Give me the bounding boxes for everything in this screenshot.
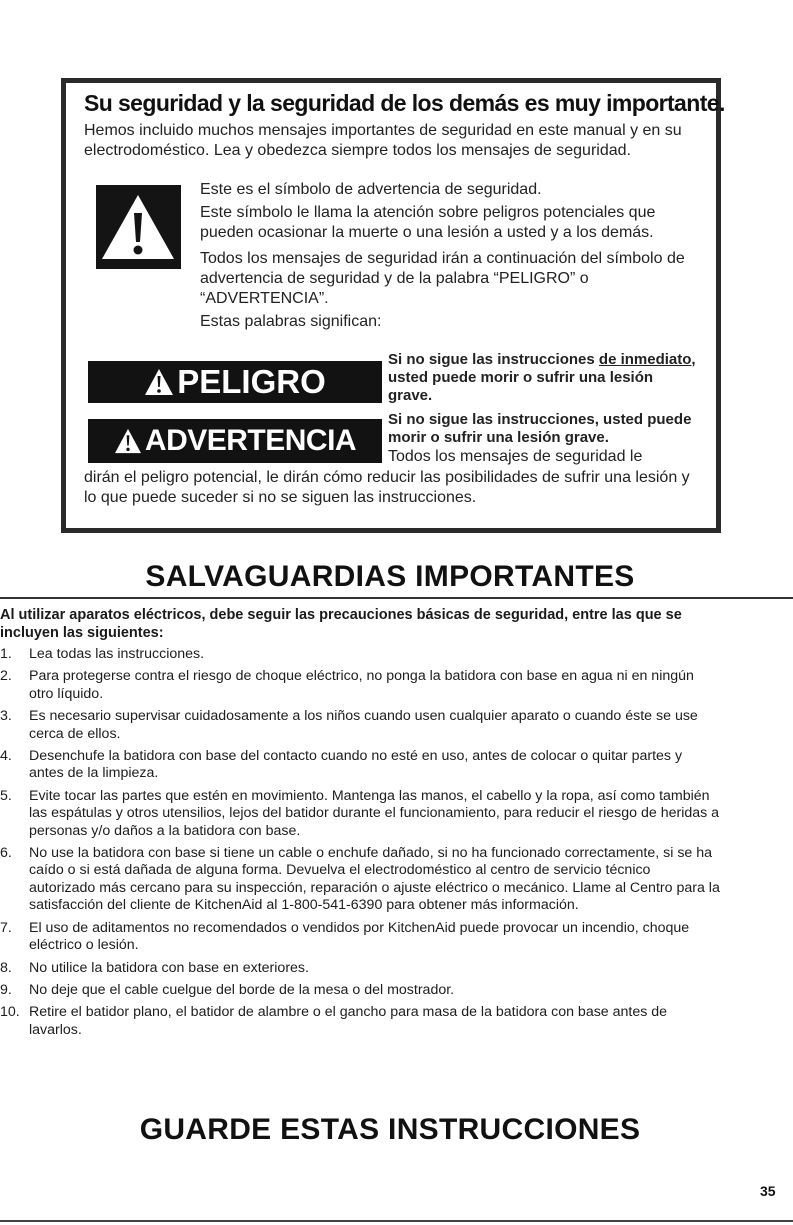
advertencia-description: Si no sigue las instrucciones, usted puede morir o sufrir una lesión grave. bbox=[388, 411, 692, 446]
item-text: Es necesario supervisar cuidadosamente a los niños cuando usen cualquier aparato o cuando éste se use cerca de ellos. bbox=[29, 708, 698, 742]
item-text: Desenchufe la batidora con base del contacto cuando no esté en uso, antes de colocar o quitar partes y antes de la limpieza. bbox=[29, 748, 683, 782]
item-text: No deje que el cable cuelgue del borde de la mesa o del mostrador. bbox=[29, 981, 455, 998]
list-item bbox=[0, 748, 720, 783]
item-text: No utilice la batidora con base en exteriores. bbox=[29, 959, 309, 976]
list-item bbox=[0, 646, 720, 663]
item-number: 9. bbox=[0, 981, 12, 998]
item-number: 3. bbox=[0, 708, 12, 725]
item-number: 4. bbox=[0, 748, 12, 765]
list-item bbox=[0, 845, 720, 915]
peligro-label: PELIGRO bbox=[177, 363, 326, 400]
warning-triangle-icon bbox=[144, 368, 174, 396]
closing-text-line-2: dirán el peligro potencial, le dirán cómo reducir las posibilidades de sufrir una lesión y lo que puede suceder si no se siguen las instrucciones. bbox=[84, 469, 690, 506]
bottom-divider bbox=[0, 1220, 793, 1222]
safeguards-list bbox=[0, 646, 720, 1044]
item-text: Retire el batidor plano, el batidor de alambre o el gancho para masa de la batidora con base antes de lavarlos. bbox=[29, 1004, 668, 1038]
list-item bbox=[0, 920, 720, 955]
list-item bbox=[0, 788, 720, 840]
peligro-text-after: , usted puede morir o sufrir una lesión grave. bbox=[388, 351, 696, 404]
list-item bbox=[0, 708, 720, 743]
item-text: Lea todas las instrucciones. bbox=[29, 646, 205, 662]
symbol-line-3: Todos los mensajes de seguridad irán a continuación del símbolo de advertencia de seguridad y de la palabra “PELIGRO” o “ADVERTENCIA”. bbox=[200, 250, 685, 307]
peligro-text-underlined: de inmediato bbox=[598, 351, 692, 368]
list-item bbox=[0, 982, 720, 999]
warning-triangle-icon bbox=[114, 428, 142, 454]
safety-heading: Su seguridad y la seguridad de los demás es muy importante. bbox=[84, 90, 725, 116]
safety-message-box bbox=[61, 78, 725, 533]
safeguards-lead: Al utilizar aparatos eléctricos, debe seguir las precauciones básicas de seguridad, entre las que se incluyen las siguientes: bbox=[0, 607, 682, 641]
page-number: 35 bbox=[760, 1183, 776, 1199]
closing-text-line-1: Todos los mensajes de seguridad le bbox=[388, 448, 643, 465]
item-text: Evite tocar las partes que estén en movimiento. Mantenga las manos, el cabello y la ropa, así como también las espátulas y otros utensilios, lejos del batidor durante el funcionamiento, para reducir el riesgo de heridas a personas y/o daños a la batidora con base. bbox=[29, 787, 720, 839]
symbol-line-4: Estas palabras significan: bbox=[200, 313, 382, 330]
symbol-line-1: Este es el símbolo de advertencia de seguridad. bbox=[200, 181, 542, 198]
peligro-description bbox=[388, 351, 698, 405]
list-item bbox=[0, 668, 720, 703]
safety-intro: Hemos incluido muchos mensajes importantes de seguridad en este manual y en su electrodoméstico. Lea y obedezca siempre todos los mensajes de seguridad. bbox=[84, 122, 682, 159]
symbol-line-2: Este símbolo le llama la atención sobre peligros potenciales que pueden ocasionar la muerte o una lesión a usted y a los demás. bbox=[200, 204, 656, 241]
item-number: 5. bbox=[0, 787, 12, 804]
item-number: 2. bbox=[0, 668, 12, 685]
item-number: 6. bbox=[0, 845, 12, 862]
title-divider bbox=[0, 597, 793, 599]
symbol-explanation bbox=[200, 180, 700, 335]
item-text: Para protegerse contra el riesgo de choque eléctrico, no ponga la batidora con base en agua ni en ningún otro líquido. bbox=[29, 668, 694, 702]
safeguards-title: SALVAGUARDIAS IMPORTANTES bbox=[145, 560, 635, 593]
peligro-badge bbox=[88, 361, 382, 403]
peligro-text-before: Si no sigue las instrucciones bbox=[388, 351, 599, 368]
advertencia-badge bbox=[88, 419, 382, 463]
item-number: 10. bbox=[0, 1004, 20, 1021]
item-text: No use la batidora con base si tiene un cable o enchufe dañado, si no ha funcionado correctamente, si se ha caído o si está dañada de alguna forma. Devuelva el electrodoméstico al centro de servicio técnico autorizado más cercano para su inspección, reparación o ajuste eléctrico o mecánico. Llame al Centro para la satisfacción del cliente de KitchenAid al 1-800-541-6390 para obtener más información. bbox=[29, 845, 720, 914]
item-text: El uso de aditamentos no recomendados o vendidos por KitchenAid puede provocar un incendio, choque eléctrico o lesión. bbox=[29, 919, 690, 954]
item-number: 7. bbox=[0, 919, 12, 936]
safety-alert-triangle-icon bbox=[96, 185, 181, 269]
list-item bbox=[0, 1004, 720, 1039]
list-item bbox=[0, 960, 720, 977]
item-number: 1. bbox=[0, 646, 12, 662]
save-instructions-title: GUARDE ESTAS INSTRUCCIONES bbox=[139, 1113, 641, 1146]
advertencia-label: ADVERTENCIA bbox=[144, 424, 357, 457]
item-number: 8. bbox=[0, 959, 12, 976]
